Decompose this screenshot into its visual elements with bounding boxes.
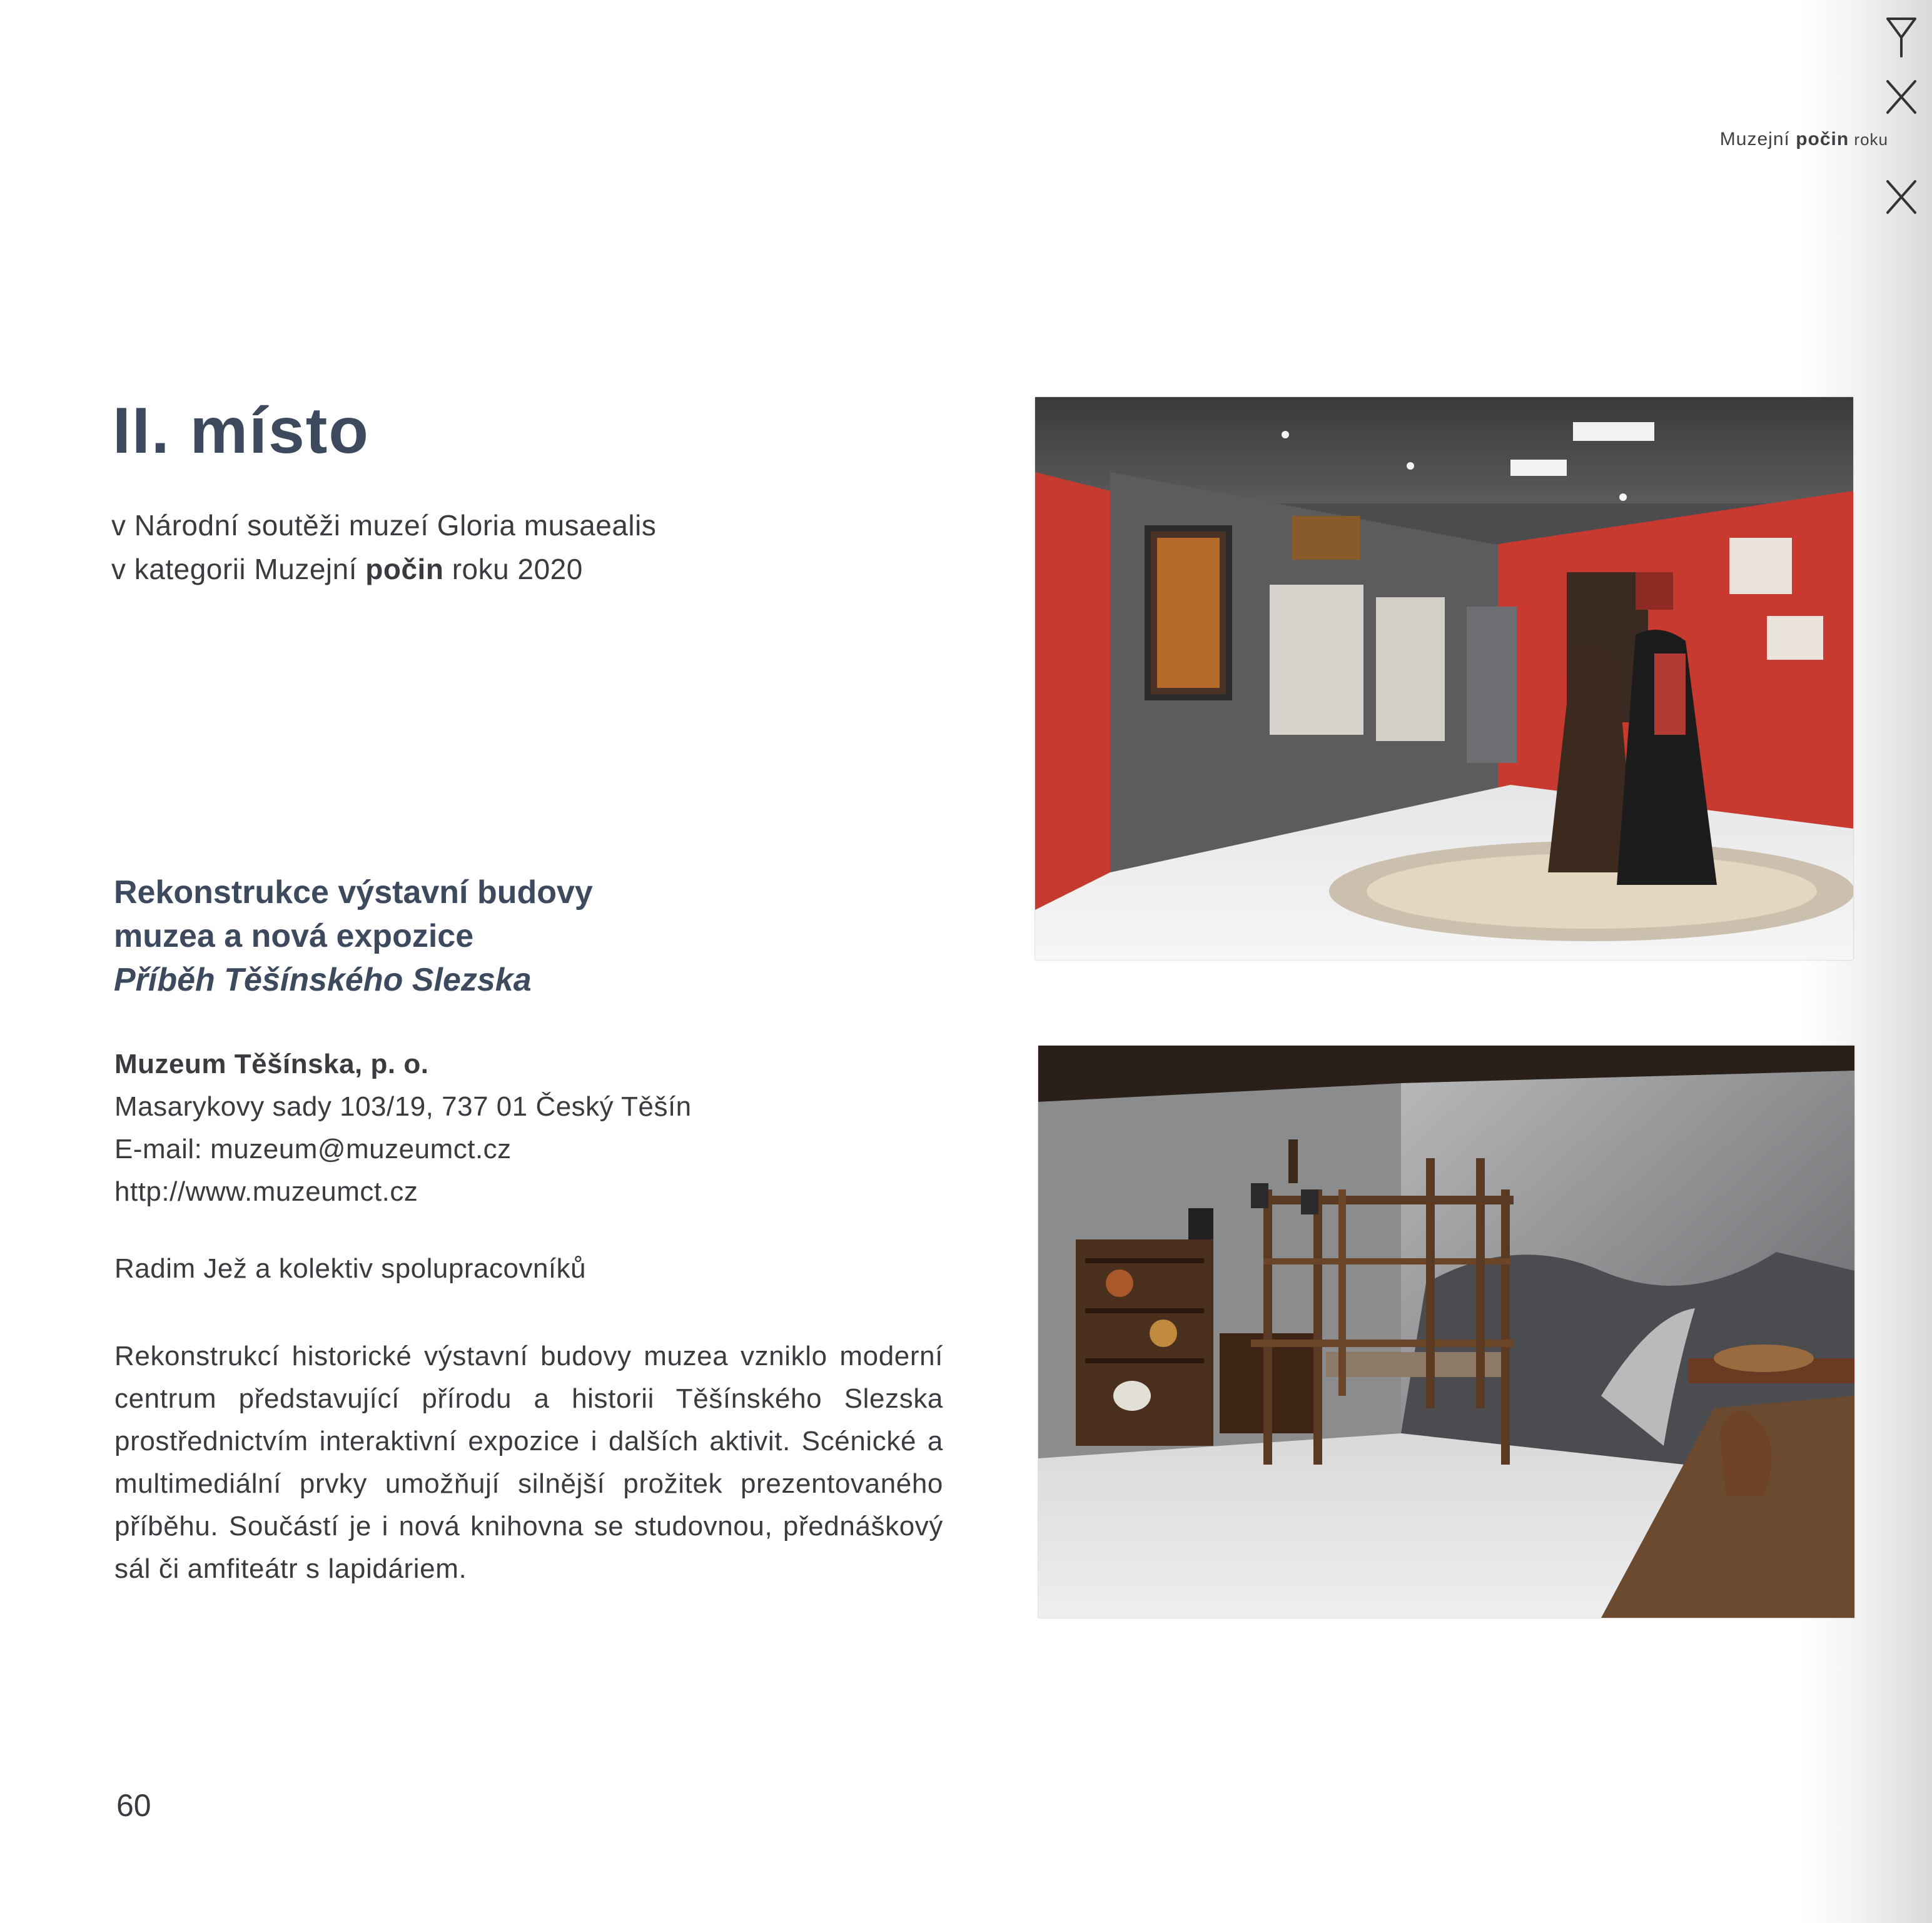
- award-category-start: v kategorii Muzejní: [111, 553, 366, 585]
- mxx-logo: [1883, 13, 1920, 219]
- award-category-line: [111, 547, 656, 591]
- page-gutter-shadow: [1801, 0, 1932, 1923]
- project-description: Rekonstrukcí historické výstavní budovy muzea vzniklo moderní centrum představující přírodu a historii Těšínského Slezska prostřednictvím interaktivní expozice i dalších aktivit. Scénické a multimediální prvky umožňují silnější prožitek prezentovaného příběhu. Součástí je i nová knihovna se studovnou, přednáškový sál či amfiteátr s lapidáriem.: [114, 1341, 943, 1584]
- project-title-italic: Příběh Těšínského Slezska: [114, 962, 532, 998]
- award-category-bold: počin: [365, 553, 444, 585]
- running-header-end: roku: [1849, 130, 1888, 149]
- folk-interior-image: [1038, 1046, 1854, 1618]
- running-header-start: Muzejní: [1719, 129, 1796, 149]
- running-header: [1720, 129, 1888, 150]
- project-title-line2: muzea a nová expozice: [114, 918, 474, 954]
- project-title-line1: Rekonstrukce výstavní budovy: [114, 874, 593, 911]
- exhibition-hall-image: [1035, 397, 1853, 960]
- running-header-bold: počin: [1796, 129, 1849, 149]
- award-category-end: roku 2020: [443, 553, 583, 585]
- award-competition-line: v Národní soutěži muzeí Gloria musaealis: [111, 509, 657, 542]
- contact-block: [114, 1043, 692, 1213]
- mxx-logo-icon: [1883, 13, 1920, 219]
- folk-interior-photo: [1038, 1046, 1854, 1618]
- organization-name: Muzeum Těšínska, p. o.: [114, 1049, 429, 1079]
- organization-web: http://www.muzeumct.cz: [114, 1176, 418, 1207]
- award-subtitle: [111, 503, 656, 591]
- organization-address: Masarykovy sady 103/19, 737 01 Český Těšín: [114, 1091, 692, 1122]
- project-title: [114, 871, 593, 1002]
- authors-line: Radim Jež a kolektiv spolupracovníků: [114, 1253, 587, 1284]
- award-place-title: II. místo: [113, 395, 370, 467]
- organization-email: E-mail: muzeum@muzeumct.cz: [114, 1134, 512, 1164]
- page-number: 60: [116, 1788, 151, 1823]
- exhibition-hall-photo: [1035, 397, 1853, 960]
